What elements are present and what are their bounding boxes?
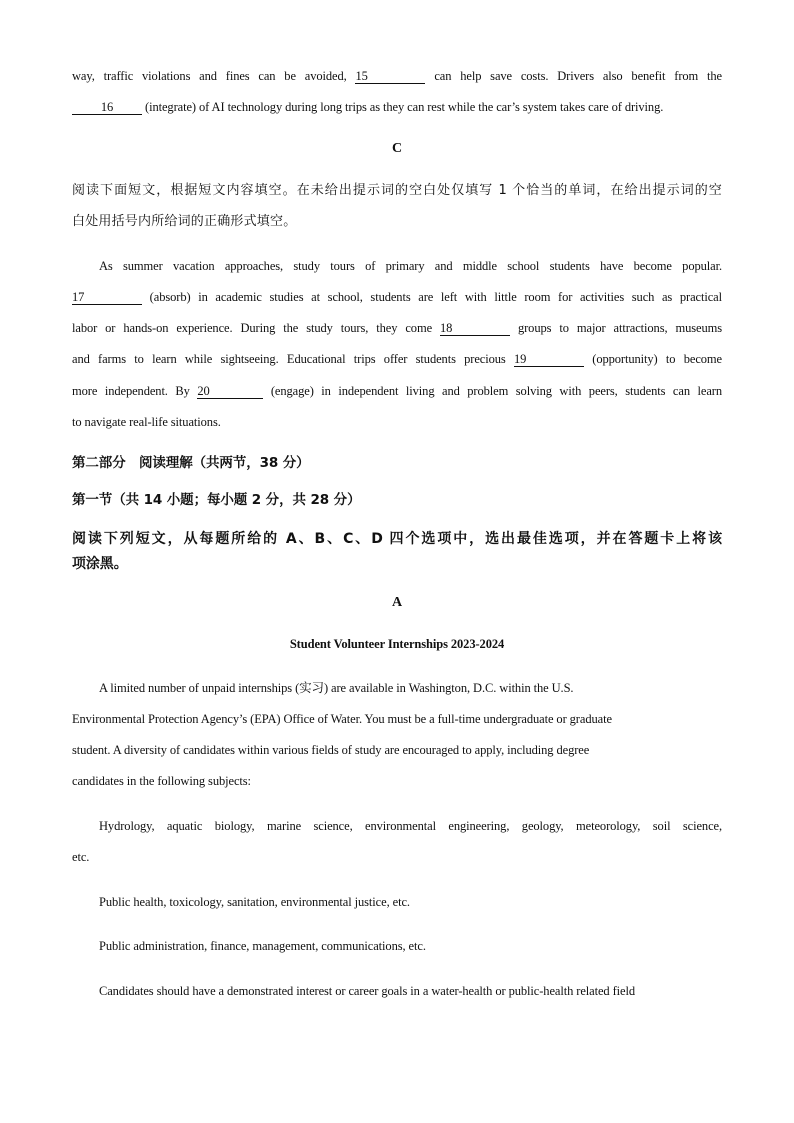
instruction-line: 阅读下面短文，根据短文内容填空。在未给出提示词的空白处仅填写 1 个恰当的单词，在给出提示词的空 (72, 183, 722, 198)
passage-letter-a: A (391, 595, 402, 610)
blank-17: 17 (72, 291, 142, 305)
text-span: can help save costs. Drivers also benefit from the (425, 69, 722, 83)
blank-18: 18 (440, 322, 510, 336)
passage-line: As summer vacation approaches, study tours of primary and middle school students have become popular. (99, 259, 722, 273)
passage-line (72, 99, 722, 115)
blank-20: 20 (197, 385, 263, 399)
text-span: (integrate) of AI technology during long trips as they can rest while the car’s system takes care of driving. (142, 100, 664, 114)
passage-line (72, 383, 722, 399)
passage-line: A limited number of unpaid internships (实习) are available in Washington, D.C. within the U.S. (99, 681, 574, 695)
blank-15: 15 (355, 70, 425, 84)
passage-line (72, 351, 722, 367)
text-span: labor or hands-on experience. During the study tours, they come (72, 321, 440, 335)
passage-line (72, 68, 722, 84)
passage-line (72, 289, 722, 305)
passage-line (72, 320, 722, 336)
instruction-line: 阅读下列短文，从每题所给的 A、B、C、D 四个选项中，选出最佳选项，并在答题卡上将该 (72, 531, 722, 547)
subject-line: etc. (72, 850, 90, 864)
instruction-line: 白处用括号内所给词的正确形式填空。 (72, 214, 297, 229)
blank-19: 19 (514, 353, 584, 367)
passage-line: Candidates should have a demonstrated interest or career goals in a water-health or public-health related field (99, 984, 636, 998)
text-span: and farms to learn while sightseeing. Educational trips offer students precious (72, 352, 514, 366)
passage-line: Environmental Protection Agency’s (EPA) Office of Water. You must be a full-time undergraduate or graduate (72, 712, 612, 726)
instruction-line: 项涂黑。 (72, 556, 128, 572)
subject-line: Hydrology, aquatic biology, marine science, environmental engineering, geology, meteorology, soil science, (99, 819, 722, 833)
passage-title: Student Volunteer Internships 2023-2024 (289, 637, 505, 651)
text-span: way, traffic violations and fines can be avoided, (72, 69, 356, 83)
passage-line: student. A diversity of candidates within various fields of study are encouraged to apply, including degree (72, 743, 590, 757)
text-span: (opportunity) to become (583, 352, 722, 366)
text-span: more independent. By (72, 384, 198, 398)
section-heading: 第一节（共 14 小题；每小题 2 分，共 28 分） (72, 492, 361, 508)
text-span: (engage) in independent living and problem solving with peers, students can learn (263, 384, 723, 398)
passage-line: to navigate real-life situations. (72, 415, 221, 429)
passage-line: candidates in the following subjects: (72, 774, 251, 788)
subject-line: Public health, toxicology, sanitation, environmental justice, etc. (99, 895, 410, 909)
part-heading: 第二部分 阅读理解（共两节，38 分） (72, 455, 310, 471)
section-letter-c: C (391, 141, 402, 156)
subject-line: Public administration, finance, management, communications, etc. (99, 939, 426, 953)
text-span: groups to major attractions, museums (510, 321, 722, 335)
blank-16: 16 (72, 101, 142, 115)
text-span: (absorb) in academic studies at school, students are left with little room for activities such as practical (142, 290, 722, 304)
